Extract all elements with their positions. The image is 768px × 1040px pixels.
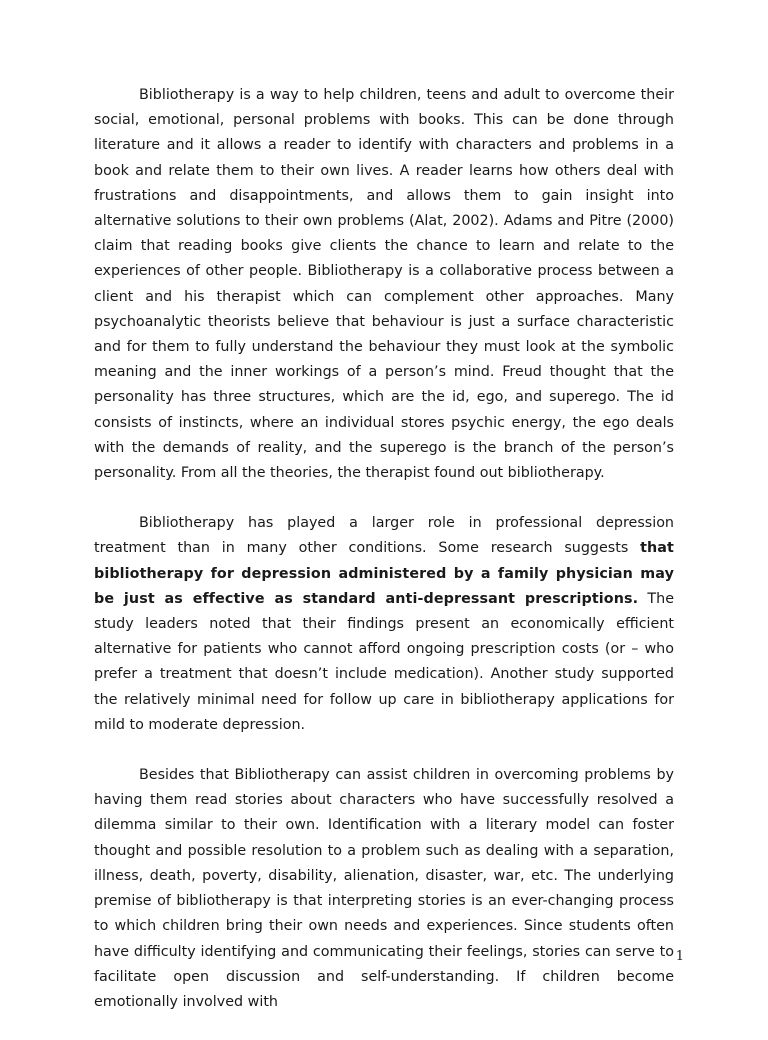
paragraph-1 xyxy=(94,83,674,486)
document-body xyxy=(94,83,674,1040)
page-number: 1 xyxy=(675,949,684,964)
paragraph-2-bold-emphasis: that bibliotherapy for depression administered by a family physician may be just as effective as standard anti-depressant prescriptions. xyxy=(94,540,674,607)
paragraph-1-text: Bibliotherapy is a way to help children, teens and adult to overcome their social, emotional, personal problems with books. This can be done through literature and it allows a reader to identify with characters and problems in a book and relate them to their own lives. A reader learns how others deal with frustrations and disappointments, and allows them to gain insight into alternative solutions to their own problems (Alat, 2002). Adams and Pitre (2000) claim that reading books give clients the chance to learn and relate to the experiences of other people. Bibliotherapy is a collaborative process between a client and his therapist which can complement other approaches. Many psychoanalytic theorists believe that behaviour is just a surface characteristic and for them to fully understand the behaviour they must look at the symbolic meaning and the inner workings of a person’s mind. Freud thought that the personality has three structures, which are the id, ego, and superego. The id consists of instincts, where an individual stores psychic energy, the ego deals with the demands of reality, and the superego is the branch of the person’s personality. From all the theories, the therapist found out bibliotherapy. xyxy=(94,87,674,482)
paragraph-3 xyxy=(94,763,674,1015)
paragraph-2 xyxy=(94,511,674,738)
paragraph-3-text: Besides that Bibliotherapy can assist children in overcoming problems by having them read stories about characters who have successfully resolved a dilemma similar to their own. Identification with a literary model can foster thought and possible resolution to a problem such as dealing with a separation, illness, death, poverty, disability, alienation, disaster, war, etc. The underlying premise of bibliotherapy is that interpreting stories is an ever-changing process to which children bring their own needs and experiences. Since students often have difficulty identifying and communicating their feelings, stories can serve to facilitate open discussion and self-understanding. If children become emotionally involved with xyxy=(94,767,674,1010)
paragraph-2-text-end: The study leaders noted that their findings present an economically efficient alternative for patients who cannot afford ongoing prescription costs (or – who prefer a treatment that doesn’t include medication). Another study supported the relatively minimal need for follow up care in bibliotherapy applications for mild to moderate depression. xyxy=(94,590,674,733)
paragraph-2-text-start: Bibliotherapy has played a larger role in professional depression treatment than in many other conditions. Some research suggests xyxy=(94,515,674,557)
